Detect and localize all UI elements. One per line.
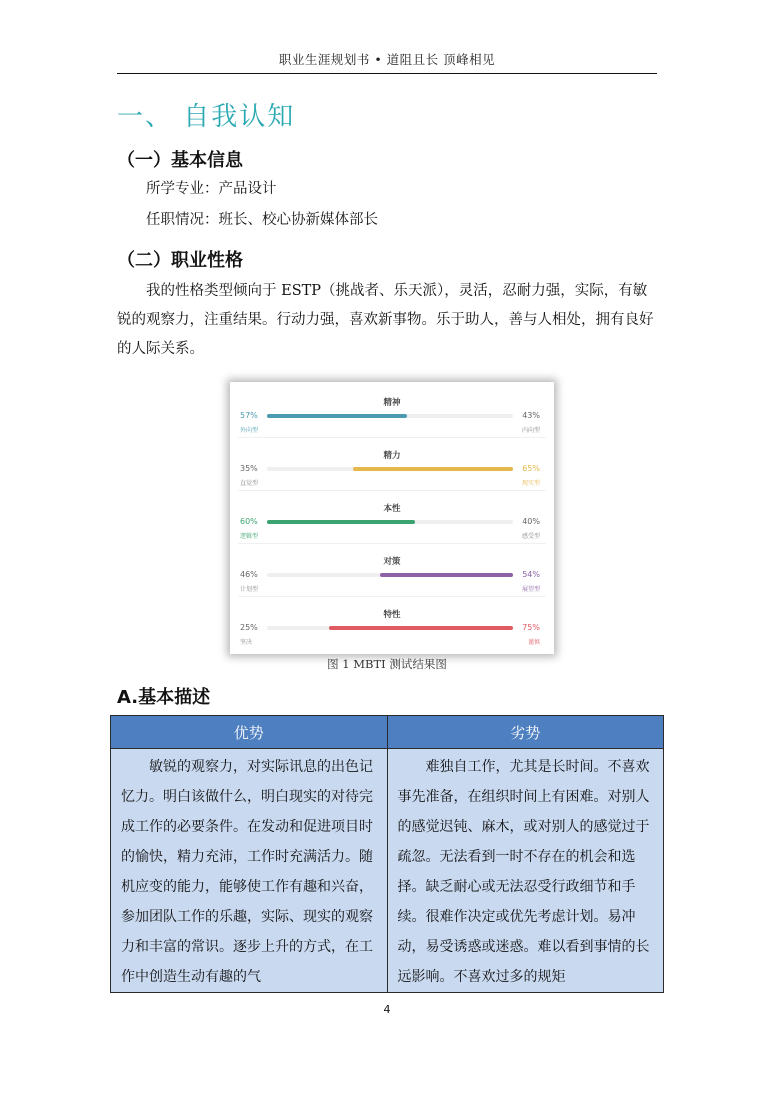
dimension-fill-bar <box>353 467 513 471</box>
dimension-title: 精力 <box>383 451 401 461</box>
left-percent: 35% <box>240 464 258 473</box>
dimension-fill-bar <box>329 626 514 630</box>
running-header: 职业生涯规划书 • 道阻且长 顶峰相见 <box>278 52 496 67</box>
strengths-column-header: 优势 <box>111 716 388 749</box>
dimension-fill-bar <box>267 520 415 524</box>
dimension-fill-bar <box>380 573 513 577</box>
dimension-fill-bar <box>267 414 407 418</box>
dimension-track <box>267 520 513 524</box>
strengths-cell: 敏锐的观察力，对实际讯息的出色记忆力。明白该做什么，明白现实的对待完成工作的必要条件。在发动和促进项目时的愉快，精力充沛，工作时充满活力。随机应变的能力，能够使工作有趣和兴奋，参加团队工作的乐趣，实际、现实的观察力和丰富的常识。逐步上升的方式，在工作中创造生动有趣的气 <box>111 749 388 993</box>
dimension-title: 对策 <box>383 557 401 567</box>
right-percent: 54% <box>522 570 540 579</box>
dimension-title: 精神 <box>383 398 401 408</box>
position-line: 任职情况：班长、校心协新媒体部长 <box>146 212 378 228</box>
dimension-title: 特性 <box>383 610 401 620</box>
right-trait-label: 内向型 <box>521 427 540 434</box>
left-percent: 25% <box>240 623 258 632</box>
mbti-dimension-row <box>230 490 554 543</box>
right-percent: 65% <box>522 464 540 473</box>
left-percent: 57% <box>240 411 258 420</box>
right-trait-label: 谨慎 <box>527 639 540 646</box>
dimension-title: 本性 <box>383 504 401 514</box>
right-percent: 40% <box>522 517 540 526</box>
strengths-weaknesses-table <box>110 715 664 993</box>
right-percent: 75% <box>522 623 540 632</box>
left-trait-label: 外向型 <box>240 427 259 434</box>
career-personality-heading: （二）职业性格 <box>117 250 243 271</box>
mbti-dimension-row <box>230 596 554 649</box>
weaknesses-cell: 难独自工作，尤其是长时间。不喜欢事先准备，在组织时间上有困难。对别人的感觉迟钝、麻木，或对别人的感觉过于疏忽。无法看到一时不存在的机会和选择。缺乏耐心或无法忍受行政细节和手续。很难作决定或优先考虑计划。易冲动，易受诱惑或迷惑。难以看到事情的长远影响。不喜欢过多的规矩 <box>387 749 664 993</box>
mbti-dimension-row <box>230 384 554 437</box>
mbti-dimension-row <box>230 437 554 490</box>
left-percent: 46% <box>240 570 258 579</box>
dimension-track <box>267 414 513 418</box>
right-trait-label: 现实型 <box>521 480 540 487</box>
personality-paragraph: 我的性格类型倾向于 ESTP（挑战者、乐天派），灵活，忍耐力强，实际，有敏锐的观察力，注重结果。行动力强，喜欢新事物。乐于助人，善与人相处，拥有良好的人际关系。 <box>117 283 654 357</box>
right-trait-label: 感受型 <box>521 533 540 540</box>
left-trait-label: 逻辑型 <box>240 533 259 540</box>
dimension-track <box>267 573 513 577</box>
dimension-track <box>267 626 513 630</box>
left-trait-label: 直觉型 <box>240 480 259 487</box>
header-rule <box>117 73 657 74</box>
basic-info-heading: （一）基本信息 <box>117 150 243 171</box>
major-line: 所学专业：产品设计 <box>146 181 277 197</box>
left-trait-label: 计划型 <box>240 586 259 593</box>
left-percent: 60% <box>240 517 258 526</box>
figure-caption: 图 1 MBTI 测试结果图 <box>327 657 447 671</box>
basic-description-heading: A.基本描述 <box>117 687 211 708</box>
right-percent: 43% <box>522 411 540 420</box>
right-trait-label: 展望型 <box>521 586 540 593</box>
page-number: 4 <box>383 1003 391 1016</box>
dimension-track <box>267 467 513 471</box>
weaknesses-column-header: 劣势 <box>387 716 664 749</box>
section-title: 一、 自我认知 <box>117 102 296 132</box>
left-trait-label: 坚决 <box>240 639 253 646</box>
mbti-dimension-row <box>230 543 554 596</box>
mbti-result-figure <box>230 382 554 654</box>
